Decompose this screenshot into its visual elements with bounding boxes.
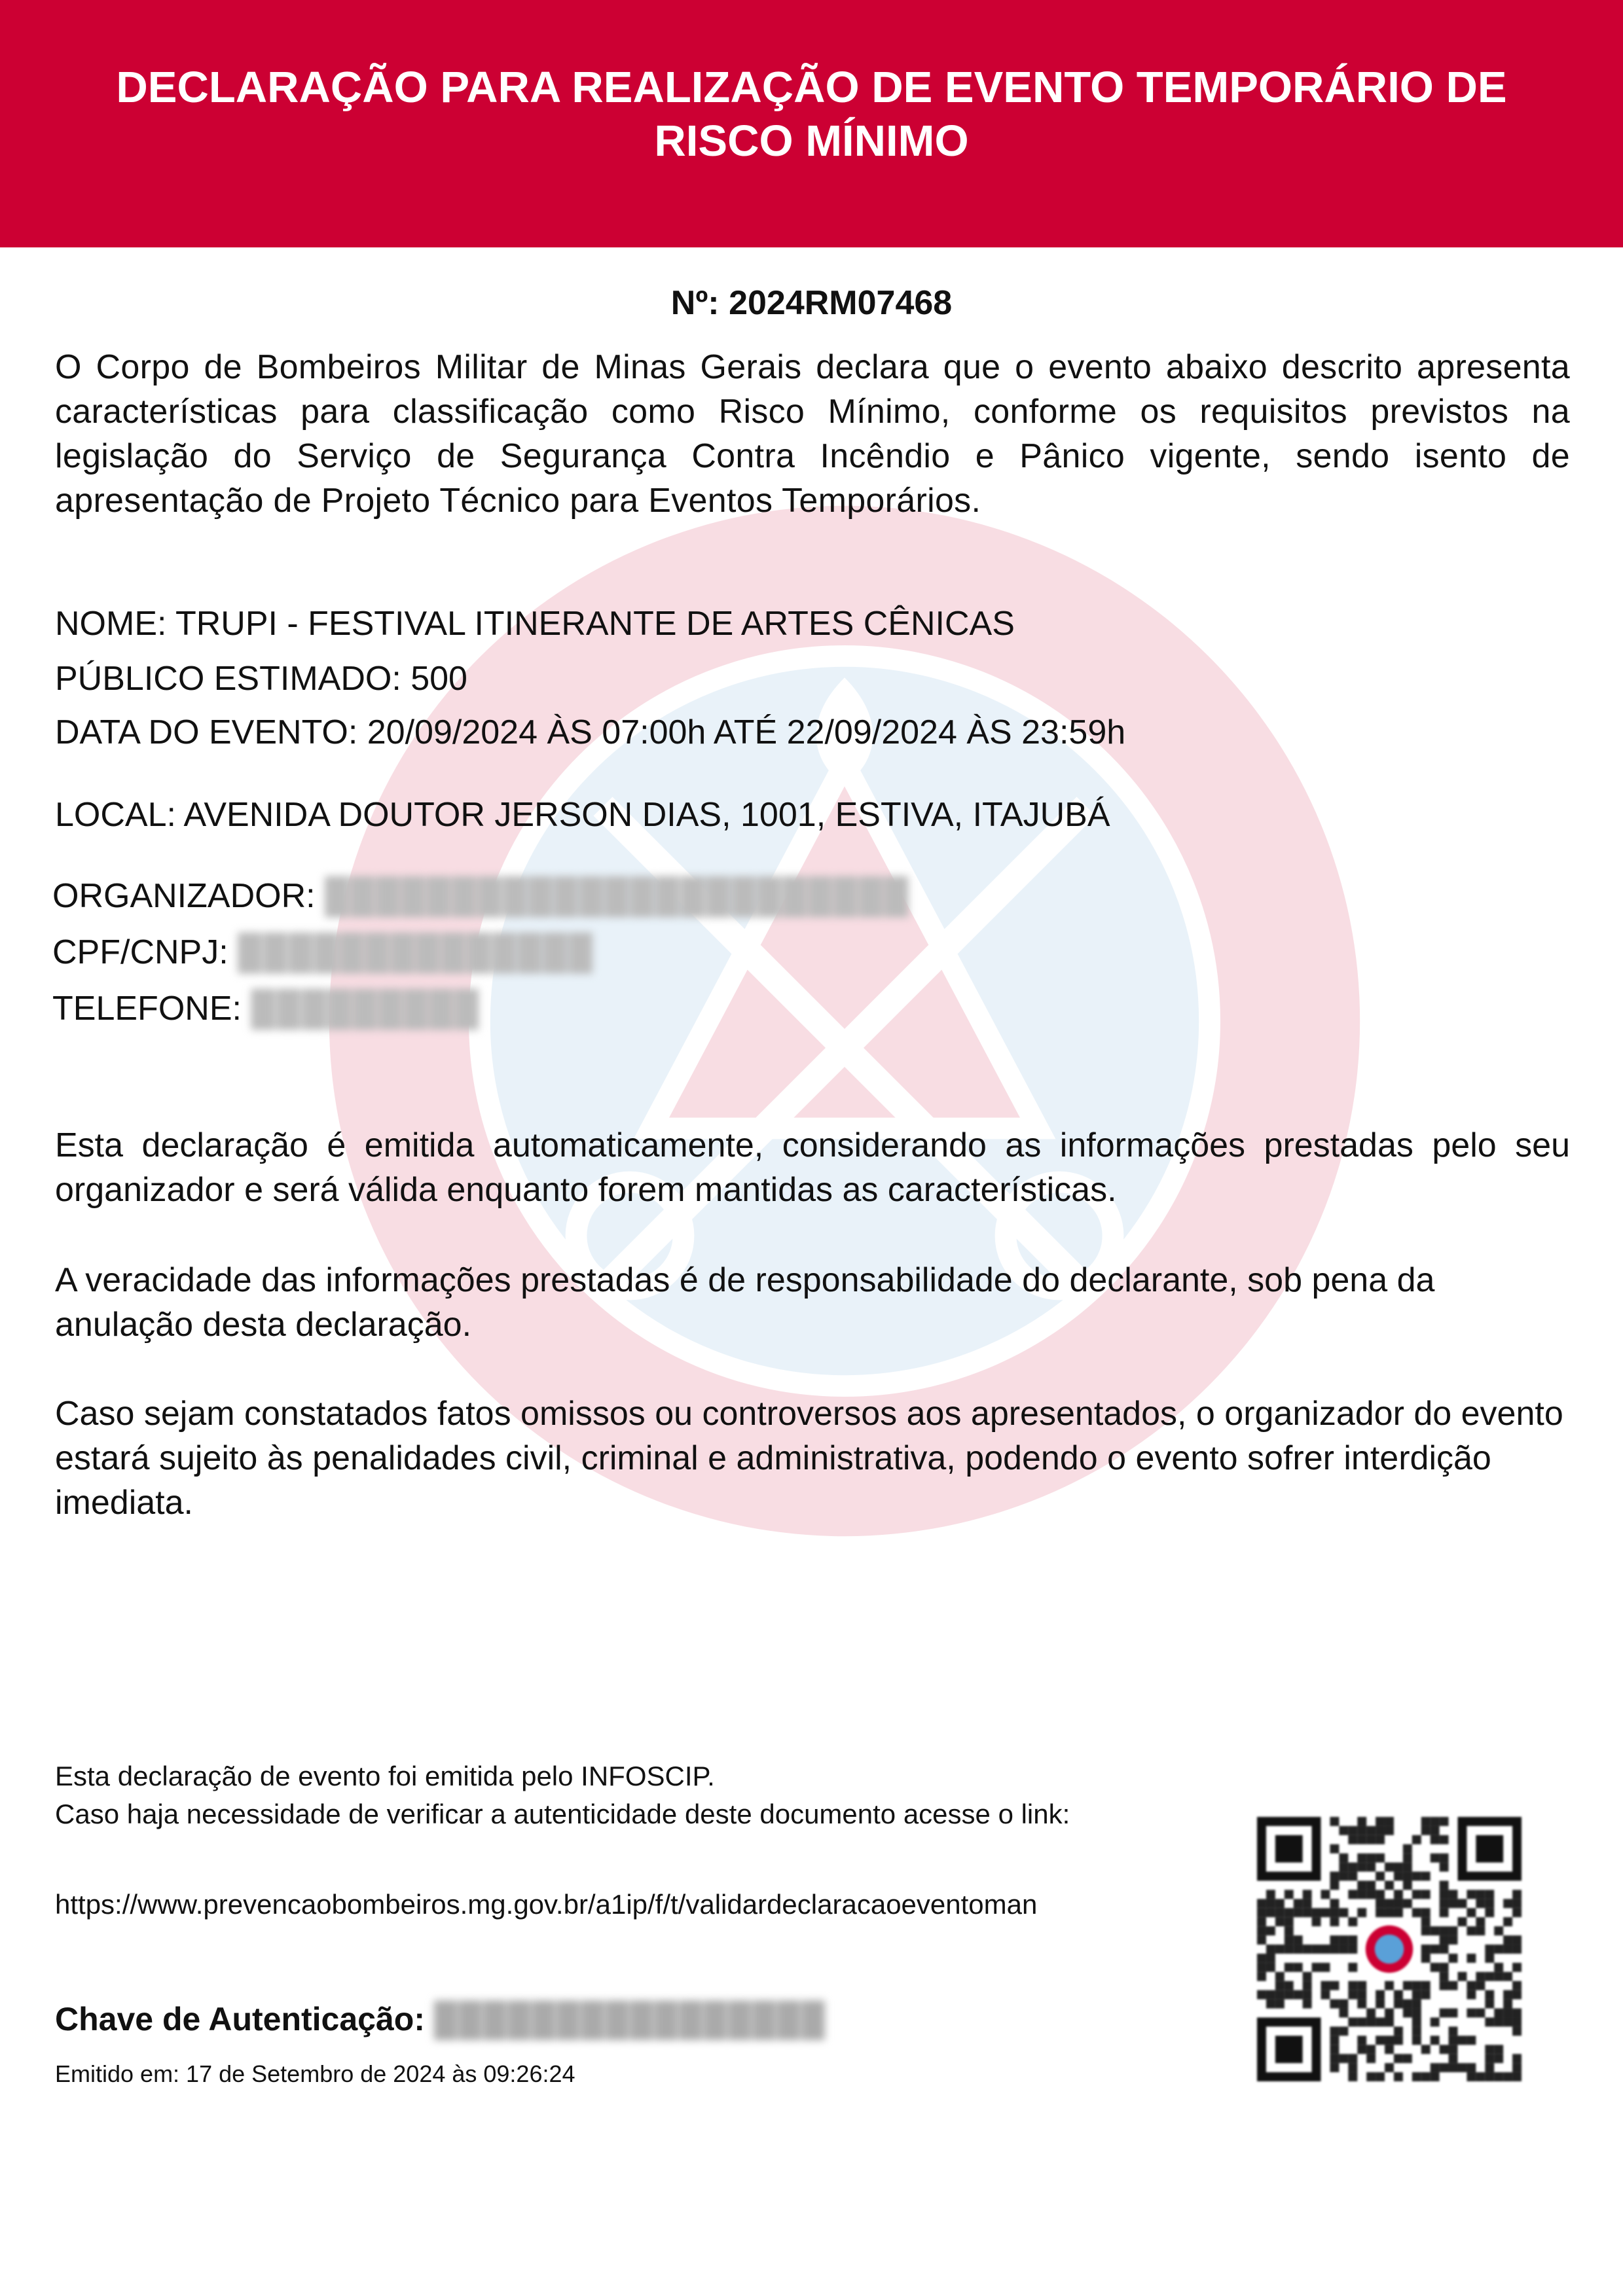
qr-code-icon[interactable]	[1257, 1817, 1522, 2081]
event-location: LOCAL: AVENIDA DOUTOR JERSON DIAS, 1001, ESTIVA, ITAJUBÁ	[55, 796, 1110, 834]
event-name: NOME: TRUPI - FESTIVAL ITINERANTE DE ARTES CÊNICAS	[55, 605, 1015, 643]
organizer-label: ORGANIZADOR:	[52, 877, 325, 915]
organizer-field	[52, 876, 909, 916]
telephone-redacted: █████████	[251, 990, 480, 1028]
cpf-cnpj-label: CPF/CNPJ:	[52, 933, 238, 971]
telephone-label: TELEFONE:	[52, 990, 251, 1028]
header-banner	[0, 0, 1623, 247]
verify-instructions: Caso haja necessidade de verificar a autenticidade deste documento acesse o link:	[55, 1799, 1070, 1829]
emitted-by-text: Esta declaração de evento foi emitida pelo INFOSCIP.	[55, 1761, 715, 1791]
authentication-key-label: Chave de Autenticação:	[55, 2001, 434, 2037]
veracity-paragraph: A veracidade das informações prestadas é de responsabilidade do declarante, sob pena da anulação desta declaração.	[55, 1261, 1435, 1344]
cpf-cnpj-redacted: ██████████████	[238, 933, 594, 971]
validity-paragraph: Esta declaração é emitida automaticamente, considerando as informações prestadas pelo seu organizador e será válida enquanto forem mantidas as características.	[55, 1126, 1570, 1209]
telephone-field	[52, 988, 480, 1029]
cpf-cnpj-field	[52, 932, 594, 973]
intro-paragraph: O Corpo de Bombeiros Militar de Minas Gerais declara que o evento abaixo descrito apresenta características para classificação como Risco Mínimo, conforme os requisitos previstos na legislação do Serviço de Segurança Contra Incêndio e Pânico vigente, sendo isento de apresentação de Projeto Técnico para Eventos Temporários.	[55, 348, 1570, 520]
declaration-number: Nº: 2024RM07468	[670, 284, 953, 322]
organizer-redacted: ███████████████████████	[325, 877, 910, 915]
validation-link[interactable]: https://www.prevencaobombeiros.mg.gov.br/a1ip/f/t/validardeclaracaoeventoman	[55, 1889, 1038, 1920]
authentication-key-redacted: ████████████████	[433, 2001, 826, 2037]
document-title: DECLARAÇÃO PARA REALIZAÇÃO DE EVENTO TEMPORÁRIO DE RISCO MÍNIMO	[116, 63, 1507, 166]
penalty-paragraph: Caso sejam constatados fatos omissos ou controversos aos apresentados, o organizador do evento estará sujeito às penalidades civil, criminal e administrativa, podendo o evento sofrer interdição imediata.	[55, 1395, 1563, 1522]
estimated-audience: PÚBLICO ESTIMADO: 500	[55, 660, 467, 698]
authentication-key	[55, 1999, 826, 2039]
event-date: DATA DO EVENTO: 20/09/2024 ÀS 07:00h ATÉ 22/09/2024 ÀS 23:59h	[55, 713, 1126, 751]
issued-timestamp: Emitido em: 17 de Setembro de 2024 às 09:26:24	[55, 2060, 575, 2087]
